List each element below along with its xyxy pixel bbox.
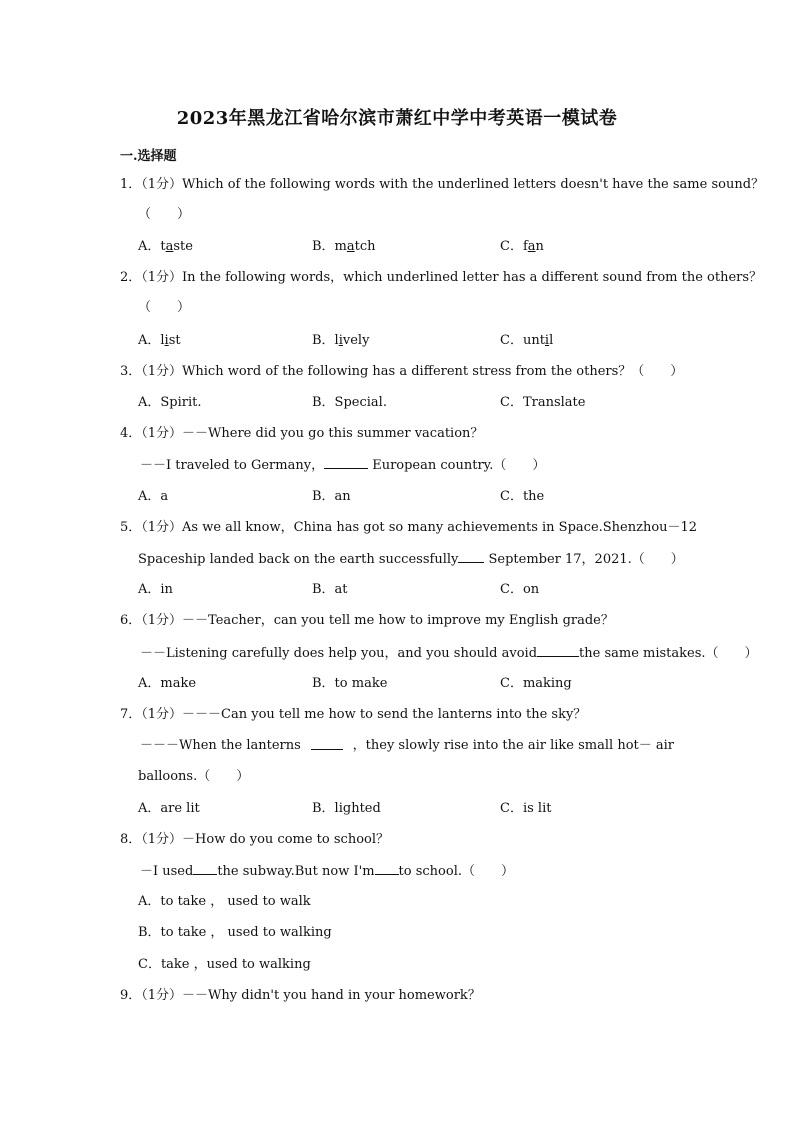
question-1-option-a[interactable]: A．taste (138, 239, 193, 254)
question-3-stem: 3．（1分）Which word of the following has a different stress from the others？（ ） (120, 364, 684, 379)
question-2-option-c[interactable]: C．until (500, 333, 554, 348)
question-6-option-a[interactable]: A．make (138, 676, 197, 691)
question-1-option-b[interactable]: B．match (312, 239, 376, 254)
question-7-stem: 7．（1分）－－－Can you tell me how to send the lanterns into the sky？ (120, 707, 587, 722)
document-title: 2023年黑龙江省哈尔滨市萧红中学中考英语一模试卷 (176, 108, 618, 129)
question-4-option-a[interactable]: A．a (138, 489, 169, 504)
question-4-line-2: －－I traveled to Germany， European country.（ ） (140, 458, 546, 473)
question-8-stem: 8．（1分）－How do you come to school？ (120, 832, 390, 847)
question-5-option-b[interactable]: B．at (312, 582, 348, 597)
question-3-option-c[interactable]: C．Translate (500, 395, 586, 410)
question-2-option-a[interactable]: A．list (138, 333, 181, 348)
question-9-stem: 9．（1分）－－Why didn't you hand in your homework？ (120, 988, 481, 1003)
question-8-option-a[interactable]: A．to take ， used to walk (138, 894, 311, 909)
question-2-stem: 2．（1分）In the following words，which underlined letter has a different sound from the others？ (120, 270, 763, 285)
question-2-option-b[interactable]: B．lively (312, 333, 370, 348)
question-8-option-b[interactable]: B．to take ， used to walking (138, 925, 332, 940)
question-5-option-c[interactable]: C．on (500, 582, 540, 597)
question-5-line-2: Spaceship landed back on the earth successfully September 17，2021.（ ） (138, 552, 684, 567)
question-4-stem: 4．（1分）－－Where did you go this summer vacation？ (120, 426, 484, 441)
question-8-option-c[interactable]: C．take ，used to walking (138, 957, 311, 972)
question-6-line-2: －－Listening carefully does help you，and you should avoid the same mistakes.（ ） (140, 646, 758, 661)
question-6-option-c[interactable]: C．making (500, 676, 572, 691)
question-4-option-b[interactable]: B．an (312, 489, 351, 504)
question-5-stem: 5．（1分）As we all know，China has got so many achievements in Space.Shenzhou－12 (120, 520, 698, 535)
question-3-option-b[interactable]: B．Special. (312, 395, 387, 410)
question-1-option-c[interactable]: C．fan (500, 239, 544, 254)
question-3-option-a[interactable]: A．Spirit. (138, 395, 202, 410)
question-7-option-b[interactable]: B．lighted (312, 801, 381, 816)
answer-blank (324, 456, 368, 469)
answer-blank (375, 862, 399, 875)
answer-blank (193, 862, 217, 875)
question-1-stem: 1．（1分）Which of the following words with the underlined letters doesn't have the same sound？ (120, 177, 765, 192)
question-7-option-a[interactable]: A．are lit (138, 801, 200, 816)
question-1-paren: （ ） (138, 207, 191, 222)
question-8-line-2: －I used the subway.But now I'm to school.（ ） (140, 864, 514, 879)
section-heading: 一.选择题 (120, 149, 177, 164)
question-7-line-3: balloons.（ ） (138, 769, 250, 784)
answer-blank (458, 550, 484, 563)
question-5-option-a[interactable]: A．in (138, 582, 173, 597)
answer-blank (537, 644, 579, 657)
question-6-stem: 6．（1分）－－Teacher，can you tell me how to improve my English grade？ (120, 613, 614, 628)
question-6-option-b[interactable]: B．to make (312, 676, 388, 691)
question-4-option-c[interactable]: C．the (500, 489, 545, 504)
question-7-option-c[interactable]: C．is lit (500, 801, 552, 816)
question-2-paren: （ ） (138, 300, 191, 315)
question-7-line-2: －－－When the lanterns ，they slowly rise into the air like small hot－ air (140, 738, 674, 753)
answer-blank (311, 737, 343, 750)
